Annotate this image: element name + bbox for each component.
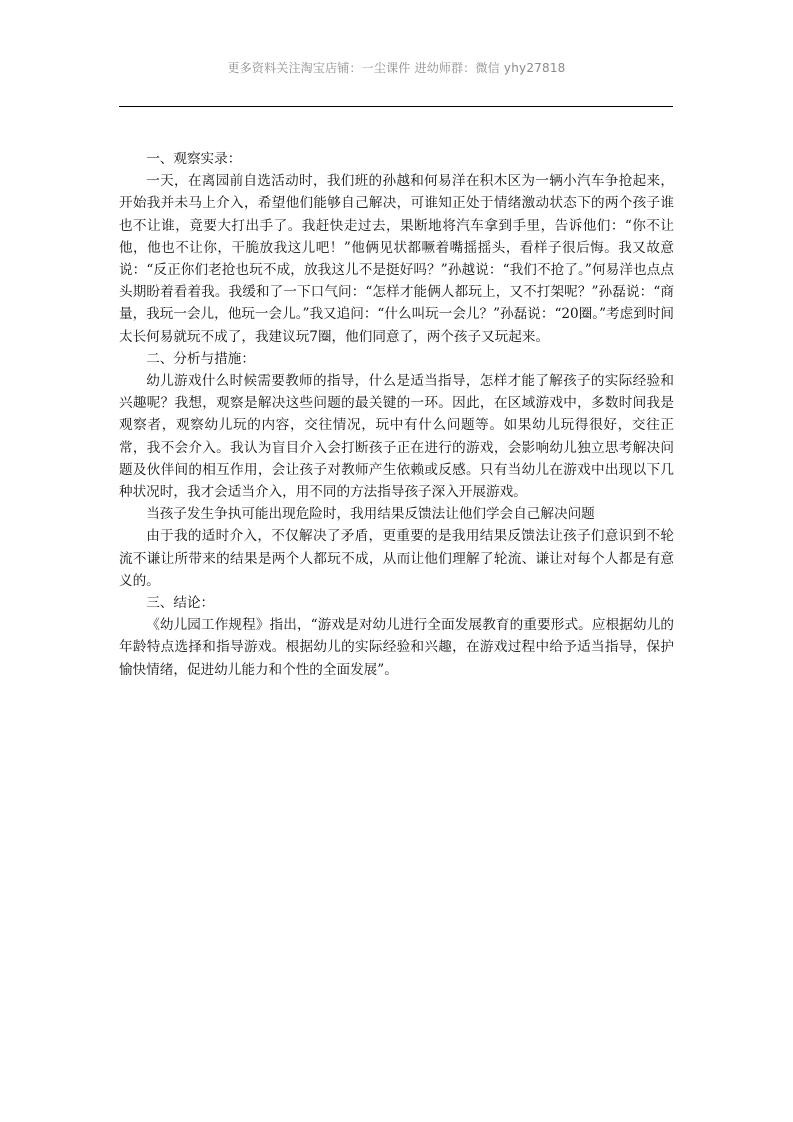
- section-conclusion: [119, 592, 674, 681]
- header-divider: [119, 106, 673, 107]
- page-header: 更多资料关注淘宝店铺：一尘课件 进幼师群：微信 yhy27818: [227, 61, 566, 75]
- paragraph: 一天，在离园前自选活动时，我们班的孙越和何易洋在积木区为一辆小汽车争抢起来，开始我并未马上介入，希望他们能够自己解决，可谁知正处于情绪激动状态下的两个孩子谁也不让谁，竟要大打出手了。我赶快走过去，果断地将汽车拿到手里，告诉他们：“你不让他，他也不让你，干脆放我这儿吧！”他俩见状都噘着嘴摇摇头，看样子很后悔。我又故意说：“反正你们老抢也玩不成，放我这儿不是挺好吗？”孙越说：“我们不抢了。”何易洋也点点头期盼着看着我。我缓和了一下口气问：“怎样才能俩人都玩上，又不打架呢？”孙磊说：“商量，我玩一会儿，他玩一会儿。”我又追问：“什么叫玩一会儿？”孙磊说：“20圈。”考虑到时间太长何易就玩不成了，我建议玩7圈，他们同意了，两个孩子又玩起来。: [119, 173, 675, 345]
- section-heading: 三、结论：: [146, 595, 215, 612]
- paragraph: 《幼儿园工作规程》指出，“游戏是对幼儿进行全面发展教育的重要形式。应根据幼儿的年龄特点选择和指导游戏。根据幼儿的实际经验和兴趣，在游戏过程中给予适当指导，保护愉快情绪，促进幼儿能力和个性的全面发展”。: [119, 617, 674, 678]
- section-observation: [119, 148, 674, 348]
- paragraph: 由于我的适时介入，不仅解决了矛盾，更重要的是我用结果反馈法让孩子们意识到不轮流不谦让所带来的结果是两个人都玩不成，从而让他们理解了轮流、谦让对每个人都是有意义的。: [119, 528, 674, 589]
- document-body: [119, 148, 674, 681]
- paragraph: 当孩子发生争执可能出现危险时，我用结果反馈法让他们学会自己解决问题: [146, 506, 595, 523]
- section-heading: 一、观察实录：: [146, 151, 242, 167]
- section-heading: 二、分析与措施：: [146, 350, 255, 367]
- paragraph: 幼儿游戏什么时候需要教师的指导，什么是适当指导，怎样才能了解孩子的实际经验和兴趣呢？我想，观察是解决这些问题的最关键的一环。因此，在区域游戏中，多数时间我是观察者，观察幼儿玩的内容，交往情况，玩中有什么问题等。如果幼儿玩得很好，交往正常，我不会介入。我认为盲目介入会打断孩子正在进行的游戏，会影响幼儿独立思考解决问题及伙伴间的相互作用，会让孩子对教师产生依赖或反感。只有当幼儿在游戏中出现以下几种状况时，我才会适当介入，用不同的方法指导孩子深入开展游戏。: [119, 373, 674, 501]
- section-analysis: [119, 348, 674, 592]
